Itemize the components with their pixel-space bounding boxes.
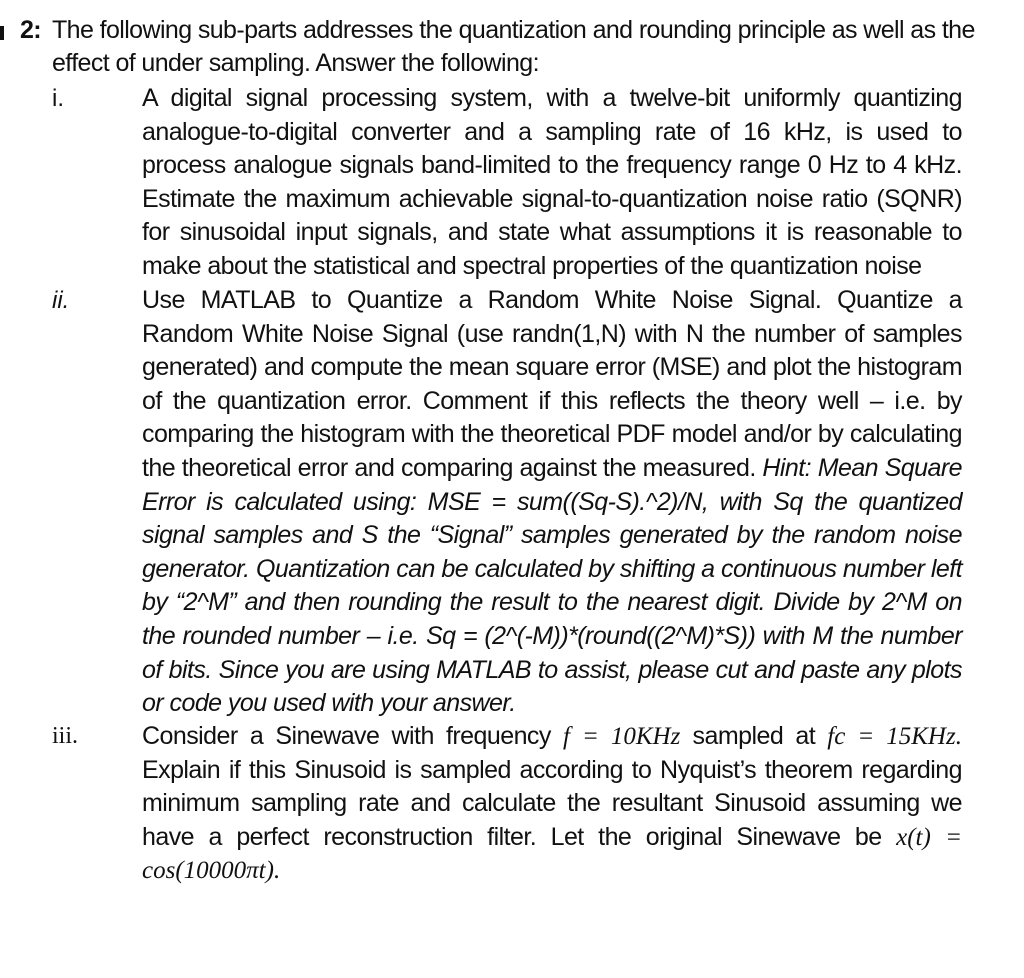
part-ii-label: ii. xyxy=(52,287,70,314)
part-iii-text-b: sampled at xyxy=(680,722,828,750)
math-signal: x(t) = cos(10000πt). xyxy=(142,823,962,885)
part-iii-body xyxy=(142,720,962,888)
part-iii-text-c: Explain if this Sinusoid is sampled according to Nyquist’s theorem regarding minimum sampling rate and calculate the resultant Sinusoid assuming we have a perfect reconstruction filter. Let the original Sinewave be xyxy=(142,755,962,851)
edge-mark xyxy=(0,26,4,40)
math-sampling-frequency: fc = 15KHz. xyxy=(827,723,962,750)
part-iii-label: iii. xyxy=(52,723,79,749)
question-header xyxy=(20,14,980,80)
part-ii-hint: Hint: Mean Square Error is calculated using: MSE = sum((Sq-S).^2)/N, with Sq the quantized signal samples and S the “Signal” samples generated by the random noise generator. Quantization can be calculated by shifting a continuous number left by “2^M” and then rounding the result to the nearest digit. Divide by 2^M on the rounded number – i.e. Sq = (2^(-M))*(round((2^M)*S)) with M the number of bits. Since you are using MATLAB to assist, please cut and paste any plots or code you used with your answer. xyxy=(142,453,962,718)
part-iii-text-a: Consider a Sinewave with frequency xyxy=(142,722,563,750)
part-ii-body xyxy=(142,284,962,721)
question-number: 2: xyxy=(20,16,42,44)
part-i-text: A digital signal processing system, with a twelve-bit uniformly quantizing analogue-to-digital converter and a sampling rate of 16 kHz, is used to process analogue signals band-limited to the frequency range 0 Hz to 4 kHz. Estimate the maximum achievable signal-to-quantization noise ratio (SQNR) for sinusoidal input signals, and state what assumptions it is reasonable to make about the statistical and spectral properties of the quantization noise xyxy=(142,84,962,280)
question-intro: The following sub-parts addresses the quantization and rounding principle as well as the effect of under sampling. Answer the following: xyxy=(52,16,975,77)
part-i-label: i. xyxy=(52,85,64,112)
part-ii-text: Use MATLAB to Quantize a Random White Noise Signal. Quantize a Random White Noise Signal (use randn(1,N) with N the number of samples generated) and compute the mean square error (MSE) and plot the histogram of the quantization error. Comment if this reflects the theory well – i.e. by comparing the histogram with the theoretical PDF model and/or by calculating the theoretical error and comparing against the measured. xyxy=(142,286,962,482)
math-frequency: f = 10KHz xyxy=(563,723,681,750)
